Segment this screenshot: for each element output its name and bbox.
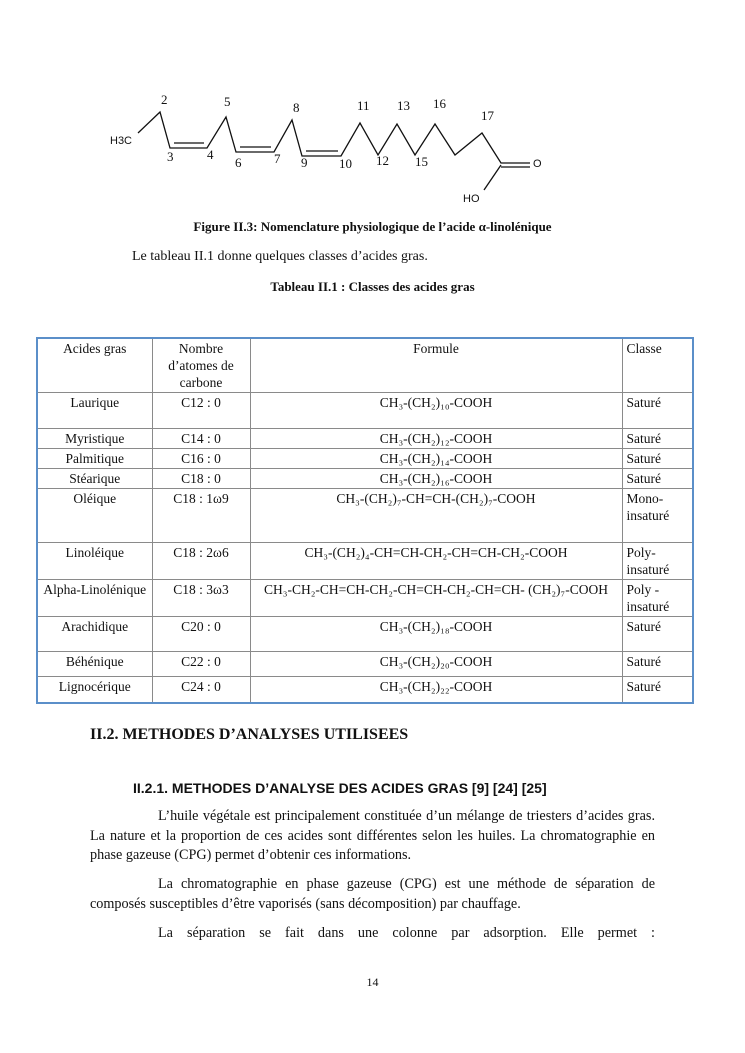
- table-title: Tableau II.1 : Classes des acides gras: [270, 279, 475, 294]
- section-heading: II.2. METHODES D’ANALYSES UTILISEES: [90, 726, 409, 743]
- carbon-number: 12: [376, 153, 389, 168]
- acid-name-cell: Stéarique: [37, 469, 152, 489]
- header-cell: Formule: [250, 338, 622, 393]
- table-row: [37, 580, 693, 617]
- page-number: 14: [366, 975, 379, 989]
- class-cell: Saturé: [622, 393, 693, 429]
- formula-cell: CH₃-(CH₂)₁₂-COOH: [250, 429, 622, 449]
- carbon-number: 10: [339, 156, 352, 171]
- table-row: [37, 469, 693, 489]
- formula-cell: CH₃-(CH₂)₂₀-COOH: [250, 652, 622, 677]
- class-cell: Saturé: [622, 652, 693, 677]
- class-cell: Saturé: [622, 449, 693, 469]
- acid-name-cell: Béhénique: [37, 652, 152, 677]
- class-cell: Mono-insaturé: [622, 489, 693, 543]
- carbon-count-cell: C18 : 1ω9: [152, 489, 250, 543]
- class-cell: Saturé: [622, 677, 693, 703]
- formula-cell: CH₃-(CH₂)₁₄-COOH: [250, 449, 622, 469]
- acid-name-cell: Laurique: [37, 393, 152, 429]
- carbon-count-cell: C24 : 0: [152, 677, 250, 703]
- formula-cell: CH₃-(CH₂)₂₂-COOH: [250, 677, 622, 703]
- formula-cell: CH₃-CH₂-CH=CH-CH₂-CH=CH-CH₂-CH=CH- (CH₂)₇-COOH: [250, 580, 622, 617]
- class-cell: Saturé: [622, 617, 693, 652]
- formula-cell: CH₃-(CH₂)₁₈-COOH: [250, 617, 622, 652]
- formula-cell: CH₃-(CH₂)₁₆-COOH: [250, 469, 622, 489]
- class-cell: Poly-insaturé: [622, 543, 693, 580]
- carbon-count-cell: C20 : 0: [152, 617, 250, 652]
- carbon-number: 7: [274, 151, 281, 166]
- carbon-number: 6: [235, 155, 242, 170]
- acid-name-cell: Oléique: [37, 489, 152, 543]
- class-cell: Saturé: [622, 429, 693, 449]
- carbon-number: 17: [481, 108, 494, 123]
- acid-name-cell: Myristique: [37, 429, 152, 449]
- acid-name-cell: Alpha-Linolénique: [37, 580, 152, 617]
- carbon-count-cell: C18 : 3ω3: [152, 580, 250, 617]
- fatty-acids-table: [36, 337, 694, 704]
- class-cell: Saturé: [622, 469, 693, 489]
- carbon-number: 15: [415, 154, 428, 169]
- table-header-row: [37, 338, 693, 393]
- carbon-number: 16: [433, 96, 446, 111]
- carbon-count-cell: C12 : 0: [152, 393, 250, 429]
- carbon-number: 4: [207, 147, 214, 162]
- figure-caption: Figure II.3: Nomenclature physiologique de l’acide α-linolénique: [193, 219, 552, 234]
- acid-name-cell: Linoléique: [37, 543, 152, 580]
- table-row: [37, 429, 693, 449]
- carbon-number: 5: [224, 94, 231, 109]
- formula-cell: CH₃-(CH₂)₇-CH=CH-(CH₂)₇-COOH: [250, 489, 622, 543]
- carbon-count-cell: C18 : 2ω6: [152, 543, 250, 580]
- carbon-count-cell: C16 : 0: [152, 449, 250, 469]
- paragraph: La chromatographie en phase gazeuse (CPG) est une méthode de séparation de composés susceptibles d’être vaporisés (sans décomposition) par chauffage.: [90, 876, 655, 912]
- acid-name-cell: Arachidique: [37, 617, 152, 652]
- atom-label-h3c: H3C: [110, 135, 133, 147]
- carbon-count-cell: C14 : 0: [152, 429, 250, 449]
- carbon-count-cell: C22 : 0: [152, 652, 250, 677]
- class-cell: Poly -insaturé: [622, 580, 693, 617]
- atom-label-o: O: [533, 158, 542, 170]
- formula-cell: CH₃-(CH₂)₄-CH=CH-CH₂-CH=CH-CH₂-COOH: [250, 543, 622, 580]
- table-row: [37, 677, 693, 703]
- alpha-linolenic-acid-structure: [0, 0, 745, 215]
- table-row: [37, 489, 693, 543]
- paragraph: La séparation se fait dans une colonne par adsorption. Elle permet :: [158, 925, 655, 941]
- carbon-number: 2: [161, 92, 168, 107]
- table-row: [37, 543, 693, 580]
- paragraph: L’huile végétale est principalement constituée d’un mélange de triesters d’acides gras. La nature et la proportion de ces acides sont différentes selon les huiles. La chromatographie en phase gazeuse (CPG) permet d’obtenir ces informations.: [90, 808, 655, 863]
- header-cell: Classe: [622, 338, 693, 393]
- carbon-number: 8: [293, 100, 300, 115]
- atom-label-ho: HO: [463, 193, 480, 205]
- formula-cell: CH₃-(CH₂)₁₀-COOH: [250, 393, 622, 429]
- table-row: [37, 617, 693, 652]
- acid-name-cell: Lignocérique: [37, 677, 152, 703]
- carbon-number: 13: [397, 98, 410, 113]
- carbon-number: 11: [357, 98, 370, 113]
- table-row: [37, 652, 693, 677]
- subsection-heading: II.2.1. METHODES D’ANALYSE DES ACIDES GRAS [9] [24] [25]: [133, 780, 547, 796]
- carbon-count-cell: C18 : 0: [152, 469, 250, 489]
- acid-name-cell: Palmitique: [37, 449, 152, 469]
- header-cell: Nombre d’atomes de carbone: [152, 338, 250, 393]
- carbon-number: 3: [167, 149, 174, 164]
- carbon-number: 9: [301, 155, 308, 170]
- intro-text: Le tableau II.1 donne quelques classes d’acides gras.: [132, 249, 428, 264]
- table-row: [37, 393, 693, 429]
- table-row: [37, 449, 693, 469]
- header-cell: Acides gras: [37, 338, 152, 393]
